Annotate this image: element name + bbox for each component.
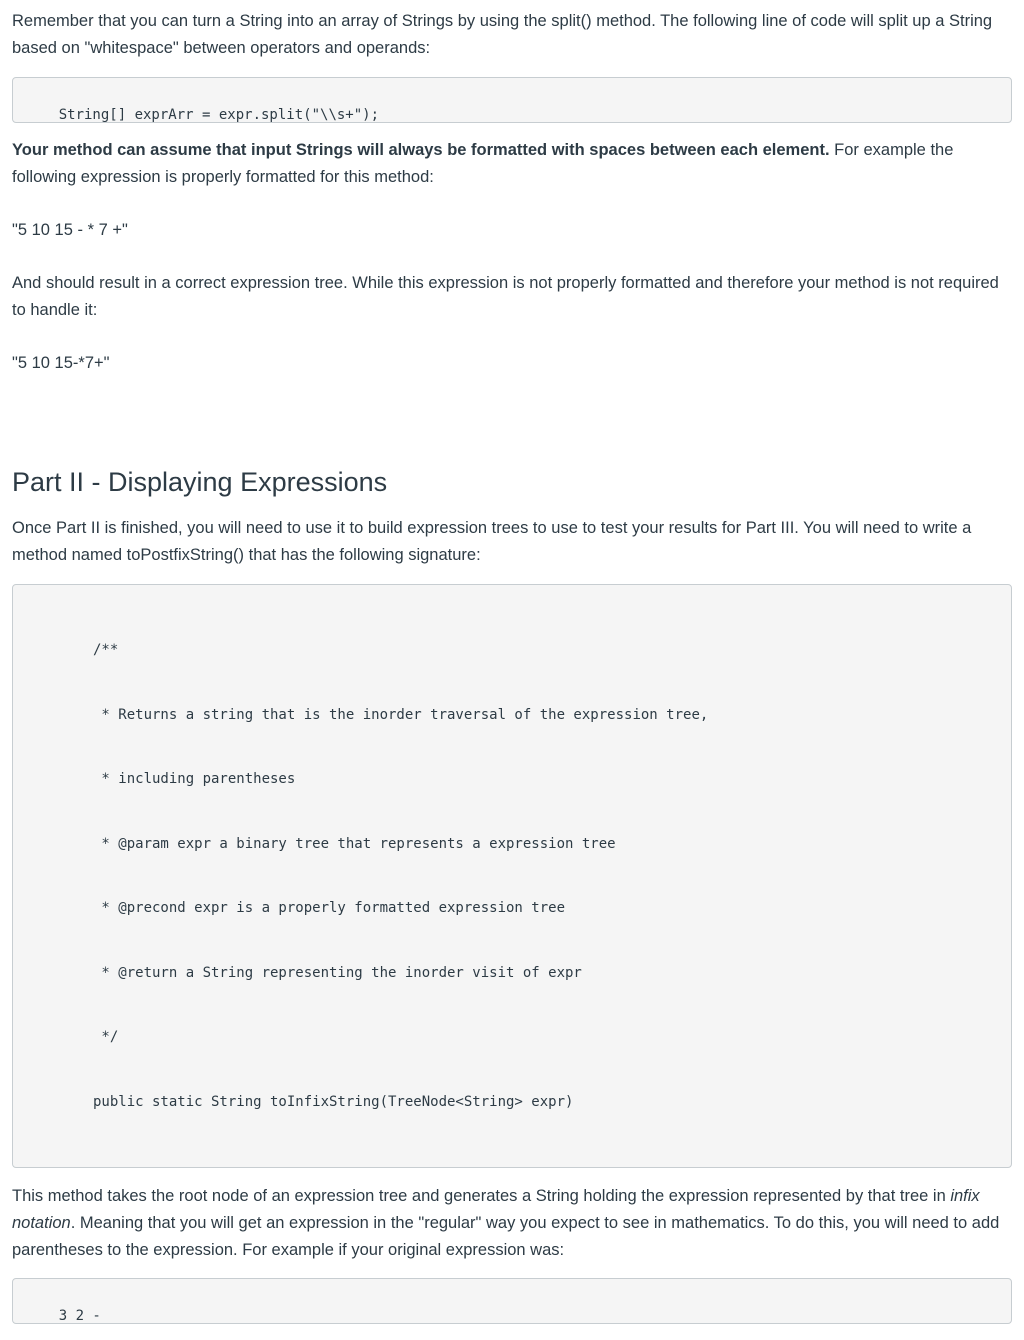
method-description-paragraph — [12, 1183, 1012, 1264]
signature-code-block — [12, 584, 1012, 1168]
code-line: /** — [93, 642, 119, 658]
intro-paragraph: Remember that you can turn a String into an array of Strings by using the split() method. The following line of code will split up a String based on "whitespace" between operators and operands: — [12, 12, 993, 57]
code-line: * @return a String representing the inorder visit of expr — [93, 964, 582, 981]
example-code-line: 3 2 - — [58, 1308, 101, 1324]
desc-before-text: This method takes the root node of an expression tree and generates a String holding the expression represented by that tree in — [12, 1187, 951, 1205]
split-code-line: String[] exprArr = expr.split("\\s+"); — [58, 107, 380, 123]
code-line: * @param expr a binary tree that represents a expression tree — [93, 835, 616, 852]
part2-heading: Part II - Displaying Expressions — [12, 467, 388, 497]
code-line: * including parentheses — [93, 771, 296, 787]
example-code-block — [12, 1278, 1012, 1324]
part2-intro-paragraph: Once Part II is finished, you will need to use it to build expression trees to use to test your results for Part III. You will need to write a method named toPostfixString() that has the following signature: — [12, 519, 972, 564]
code-line: * @precond expr is a properly formatted expression tree — [93, 900, 566, 916]
document-content — [12, 6, 1012, 1324]
assume-paragraph — [12, 137, 1012, 191]
result-paragraph: And should result in a correct expression tree. While this expression is not properly formatted and therefore your method is not required to handle it: — [12, 274, 999, 319]
assume-bold-text: Your method can assume that input Strings will always be formatted with spaces between each element. — [12, 141, 830, 159]
desc-after-text: . Meaning that you will get an expression in the "regular" way you expect to see in mathematics. To do this, you will need to add parentheses to the expression. For example if your original expression was: — [12, 1214, 1000, 1259]
example-bad-expression: "5 10 15-*7+" — [12, 354, 110, 372]
code-line: public static String toInfixString(TreeNode<String> expr) — [93, 1093, 574, 1110]
code-line: * Returns a string that is the inorder traversal of the expression tree, — [93, 706, 709, 723]
infix-notation-emphasis: infix notation — [12, 1187, 980, 1232]
example-good-expression: "5 10 15 - * 7 +" — [12, 221, 128, 239]
assume-rest-text: For example the following expression is properly formatted for this method: — [12, 141, 954, 186]
split-code-block — [12, 77, 1012, 123]
code-line: */ — [93, 1029, 119, 1045]
